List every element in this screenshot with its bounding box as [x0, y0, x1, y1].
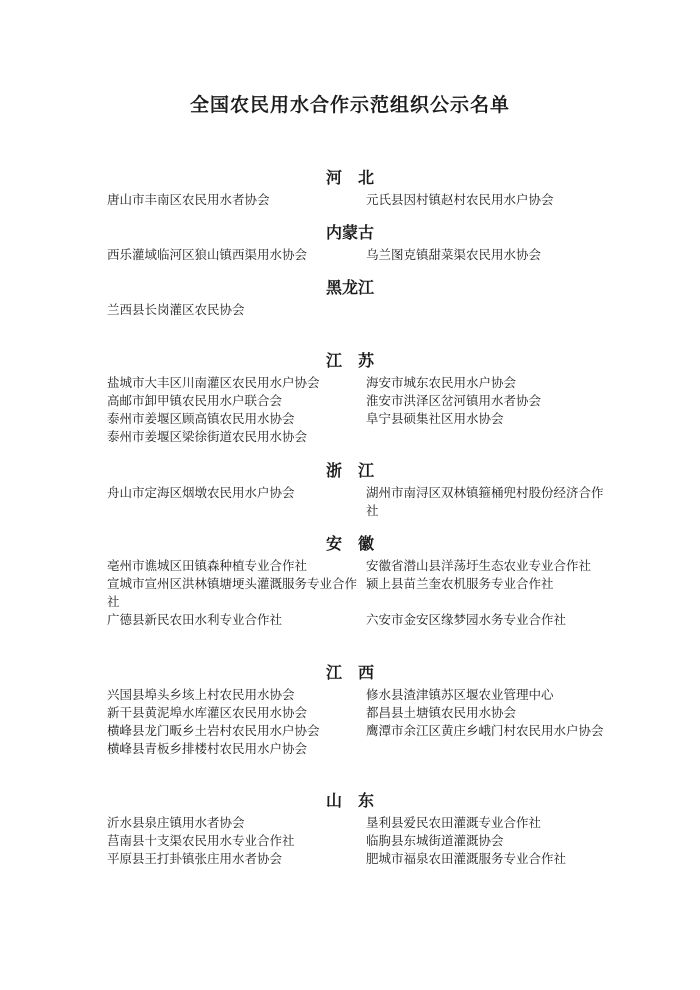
- entry-list: [107, 557, 700, 629]
- entry-list: [107, 374, 700, 446]
- organization-entry: 新干县黄泥埠水库灌区农民用水协会: [107, 705, 308, 720]
- province-heading: 山 东: [325, 791, 374, 810]
- organization-entry: 沂水县泉庄镇用水者协会: [107, 815, 245, 830]
- entry-list: [107, 246, 700, 264]
- organization-entry: 修水县渣津镇苏区堰农业管理中心: [366, 687, 554, 702]
- entry-list: [107, 301, 700, 319]
- document-title: 全国农民用水合作示范组织公示名单: [189, 94, 510, 116]
- section-jiangxi: [0, 660, 700, 758]
- organization-entry: 元氏县因村镇赵村农民用水户协会: [366, 192, 554, 207]
- organization-entry: 唐山市丰南区农民用水者协会: [107, 192, 270, 207]
- province-heading: 江 苏: [325, 351, 374, 370]
- organization-entry: 安徽省潜山县洋荡圩生态农业专业合作社: [366, 558, 592, 573]
- organization-entry: 垦利县爱民农田灌溉专业合作社: [366, 815, 542, 830]
- organization-entry: 兰西县长岗灌区农民协会: [107, 302, 245, 317]
- province-heading: 河 北: [325, 168, 374, 187]
- entry-list: [107, 686, 700, 758]
- section-jiangsu: [0, 348, 700, 446]
- province-heading: 浙 江: [325, 461, 374, 480]
- organization-entry: 舟山市定海区烟墩农民用水户协会: [107, 485, 295, 500]
- organization-entry: 泰州市姜堰区顾高镇农民用水协会: [107, 411, 295, 426]
- organization-entry: 肥城市福泉农田灌溉服务专业合作社: [366, 851, 567, 866]
- organization-entry: 广德县新民农田水利专业合作社: [107, 612, 283, 627]
- organization-entry: 六安市金安区缘梦园水务专业合作社: [366, 612, 567, 627]
- section-anhui: [0, 531, 700, 629]
- organization-entry: 乌兰图克镇甜菜渠农民用水协会: [366, 247, 542, 262]
- organization-entry: 横峰县青板乡排楼村农民用水户协会: [107, 741, 308, 756]
- organization-entry: 海安市城东农民用水户协会: [366, 375, 517, 390]
- section-heilongjiang: [0, 275, 700, 319]
- section-neimenggu: [0, 220, 700, 264]
- organization-entry: 兴国县埠头乡垓上村农民用水协会: [107, 687, 295, 702]
- organization-entry: 莒南县十支渠农民用水专业合作社: [107, 833, 295, 848]
- province-heading: 黑龙江: [325, 278, 374, 297]
- entry-list: [107, 191, 700, 209]
- organization-entry: 亳州市谯城区田镇森种植专业合作社: [107, 558, 308, 573]
- province-heading: 安 徽: [325, 534, 374, 553]
- organization-entry: 鹰潭市余江区黄庄乡峨门村农民用水户协会: [366, 723, 604, 738]
- section-hebei: [0, 165, 700, 209]
- organization-entry: 阜宁县硕集社区用水协会: [366, 411, 504, 426]
- organization-entry: 颍上县苗兰奎农机服务专业合作社: [366, 576, 554, 591]
- organization-entry: 西乐灌域临河区狼山镇西渠用水协会: [107, 247, 308, 262]
- entry-list: [107, 484, 700, 520]
- organization-entry: 高邮市卸甲镇农民用水户联合会: [107, 393, 283, 408]
- organization-entry: 盐城市大丰区川南灌区农民用水户协会: [107, 375, 320, 390]
- section-zhejiang: [0, 458, 700, 520]
- organization-entry: 平原县王打卦镇张庄用水者协会: [107, 851, 283, 866]
- province-heading: 江 西: [325, 663, 374, 682]
- organization-entry: 湖州市南浔区双林镇箍桶兜村股份经济合作社: [366, 485, 604, 518]
- organization-entry: 淮安市洪泽区岔河镇用水者协会: [366, 393, 542, 408]
- entry-list: [107, 814, 700, 868]
- section-shandong: [0, 788, 700, 868]
- organization-entry: 泰州市姜堰区梁徐街道农民用水协会: [107, 429, 308, 444]
- province-heading: 内蒙古: [325, 223, 374, 242]
- organization-entry: 横峰县龙门畈乡土岩村农民用水户协会: [107, 723, 320, 738]
- organization-entry: 都昌县土塘镇农民用水协会: [366, 705, 517, 720]
- organization-entry: 临朐县东城街道灌溉协会: [366, 833, 504, 848]
- organization-entry: 宣城市宣州区洪林镇塘埂头灌溉服务专业合作社: [107, 576, 358, 609]
